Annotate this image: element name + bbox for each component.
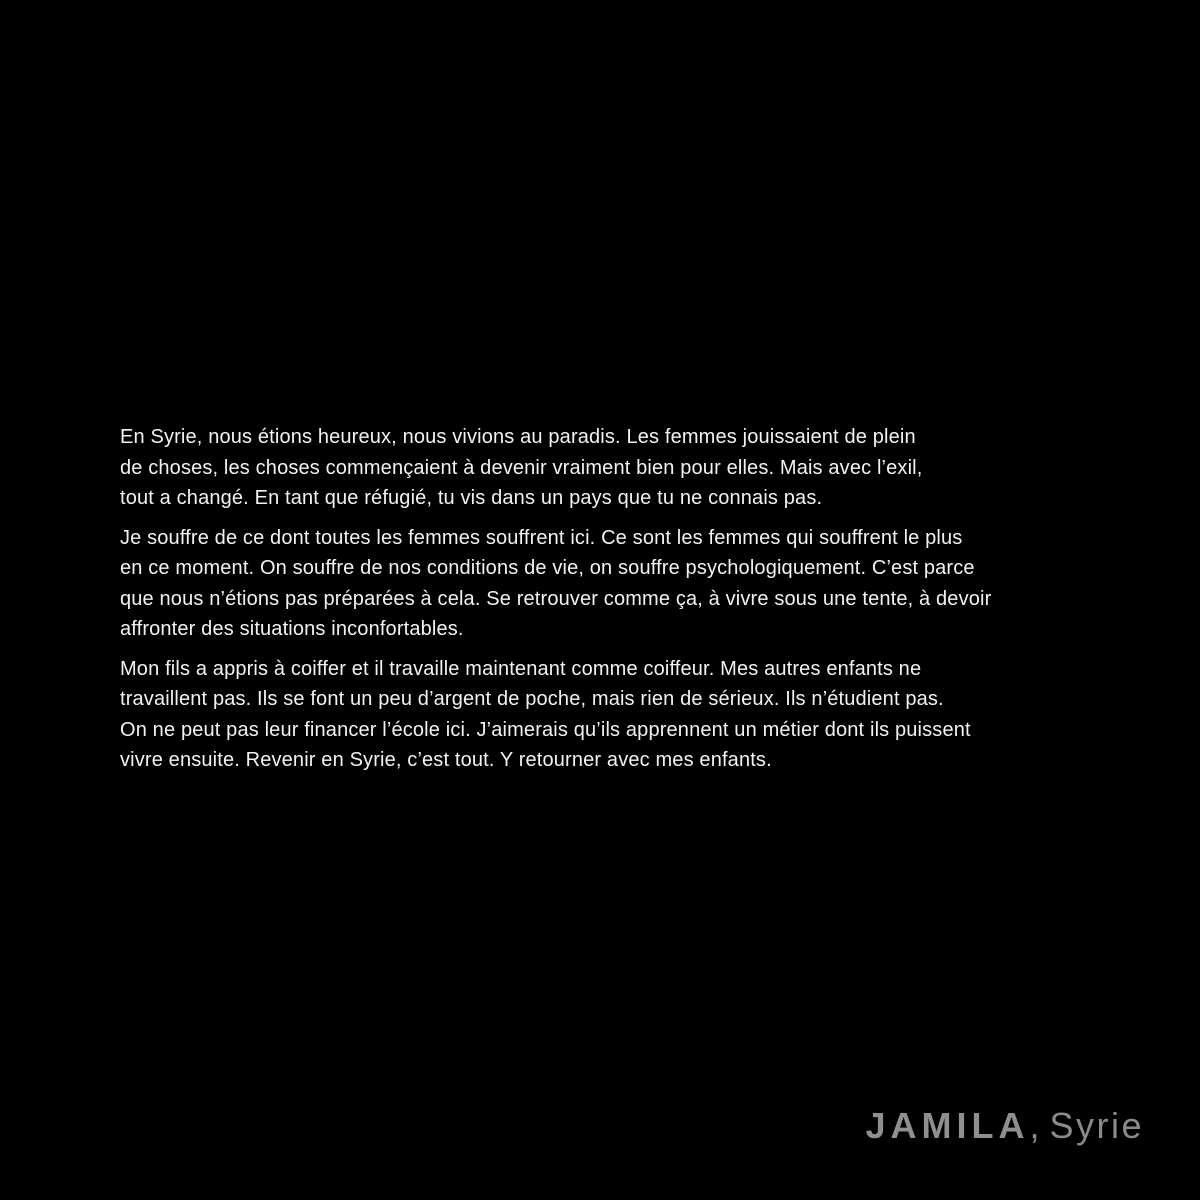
testimony-text [96, 422, 1096, 785]
text-line: Mon fils a appris à coiffer et il travaille maintenant comme coiffeur. Mes autres enfants ne [120, 657, 922, 680]
signature-separator: , [1029, 1105, 1050, 1146]
text-line: travaillent pas. Ils se font un peu d’argent de poche, mais rien de sérieux. Ils n’étudient pas. [120, 688, 944, 710]
text-line: vivre ensuite. Revenir en Syrie, c’est tout. Y retourner avec mes enfants. [120, 749, 772, 771]
text-line: On ne peut pas leur financer l’école ici. J’aimerais qu’ils apprennent un métier dont ils puissent [120, 718, 971, 741]
paragraph-1 [96, 422, 1096, 514]
text-line: en ce moment. On souffre de nos conditions de vie, on souffre psychologiquement. C’est parce [120, 557, 975, 579]
signature-name: JAMILA [865, 1105, 1030, 1146]
text-line: En Syrie, nous étions heureux, nous vivions au paradis. Les femmes jouissaient de plein [120, 426, 916, 448]
text-line: que nous n’étions pas préparées à cela. Se retrouver comme ça, à vivre sous une tente, à devoir [120, 587, 992, 610]
signature [865, 1104, 1144, 1148]
paragraph-3 [96, 654, 1096, 776]
text-line: tout a changé. En tant que réfugié, tu vis dans un pays que tu ne connais pas. [120, 487, 823, 509]
text-line: Je souffre de ce dont toutes les femmes souffrent ici. Ce sont les femmes qui souffrent le plus [120, 526, 963, 549]
text-line: affronter des situations inconfortables. [120, 618, 464, 640]
signature-place: Syrie [1049, 1105, 1144, 1146]
text-line: de choses, les choses commençaient à devenir vraiment bien pour elles. Mais avec l’exil, [120, 456, 923, 479]
paragraph-2 [96, 523, 1096, 645]
